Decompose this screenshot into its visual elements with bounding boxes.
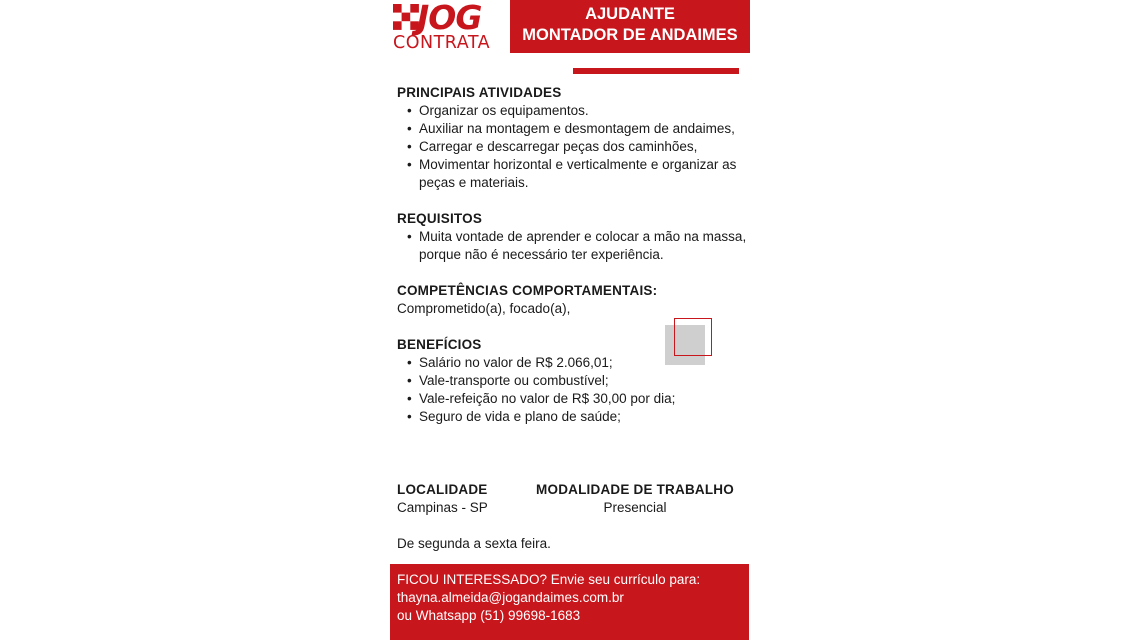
contact-footer xyxy=(390,564,749,640)
logo-subtitle-text: CONTRATA xyxy=(393,33,491,53)
competencies-text: Comprometido(a), focado(a), xyxy=(397,301,571,316)
list-item: • Organizar os equipamentos. xyxy=(419,102,747,120)
requirements-section xyxy=(397,210,747,264)
list-item: • Salário no valor de R$ 2.066,01; xyxy=(419,354,747,372)
company-logo xyxy=(393,0,505,54)
work-mode-heading: MODALIDADE DE TRABALHO xyxy=(536,482,734,497)
job-title-line-1: AJUDANTE xyxy=(585,5,675,23)
footer-call-to-action: FICOU INTERESSADO? Envie seu currículo para: xyxy=(397,572,701,587)
schedule-text: De segunda a sexta feira. xyxy=(397,536,551,551)
list-item: • Muita vontade de aprender e colocar a mão na massa, porque não é necessário ter experiência. xyxy=(419,228,747,264)
list-item: • Vale-refeição no valor de R$ 30,00 por dia; xyxy=(419,390,747,408)
list-item: • Seguro de vida e plano de saúde; xyxy=(419,408,747,426)
job-details xyxy=(397,84,747,444)
job-title-line-2: MONTADOR DE ANDAIMES xyxy=(522,26,738,44)
contact-whatsapp: ou Whatsapp (51) 99698-1683 xyxy=(397,608,581,623)
location-column xyxy=(397,481,488,517)
accent-bar xyxy=(573,68,739,74)
work-mode-value: Presencial xyxy=(603,500,667,515)
activities-section xyxy=(397,84,747,192)
activities-heading: PRINCIPAIS ATIVIDADES xyxy=(397,85,562,100)
requirements-list xyxy=(397,228,747,264)
checker-logo-icon xyxy=(393,4,419,30)
job-title-box xyxy=(510,0,750,53)
benefits-heading: BENEFÍCIOS xyxy=(397,337,482,352)
list-item: • Carregar e descarregar peças dos caminhões, xyxy=(419,138,747,156)
location-heading: LOCALIDADE xyxy=(397,482,488,497)
competencies-heading: COMPETÊNCIAS COMPORTAMENTAIS: xyxy=(397,283,658,298)
job-poster xyxy=(390,0,750,640)
list-item: • Auxiliar na montagem e desmontagem de andaimes, xyxy=(419,120,747,138)
requirements-heading: REQUISITOS xyxy=(397,211,483,226)
location-row xyxy=(397,481,747,521)
list-item: • Movimentar horizontal e verticalmente e organizar as peças e materiais. xyxy=(419,156,747,192)
location-value: Campinas - SP xyxy=(397,500,488,515)
activities-list xyxy=(397,102,747,192)
list-item: • Vale-transporte ou combustível; xyxy=(419,372,747,390)
competencies-section xyxy=(397,282,747,318)
work-mode-column xyxy=(535,481,735,517)
contact-email: thayna.almeida@jogandaimes.com.br xyxy=(397,590,624,605)
decorative-red-outline-square xyxy=(674,318,712,356)
logo-brand-text: JOG xyxy=(417,0,482,37)
